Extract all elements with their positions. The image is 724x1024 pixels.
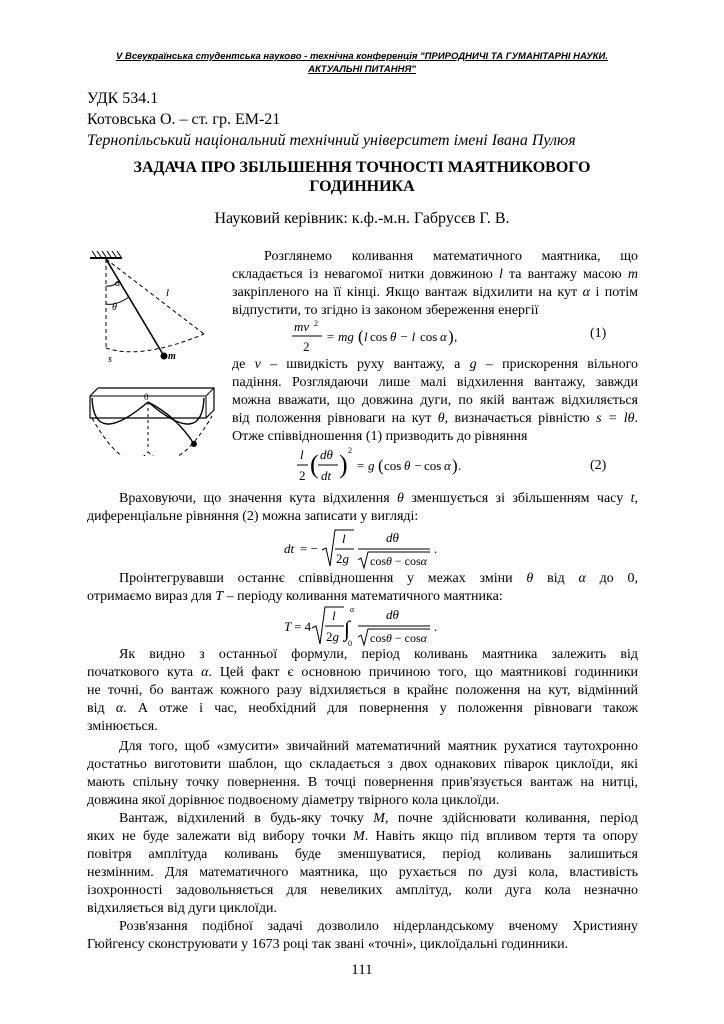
text-span: . Навіть якщо під впливом тертя та опору [364,829,638,844]
udc-code: УДК 534.1 [87,90,159,107]
symbol-M: M [373,811,385,826]
svg-text:): ) [448,327,454,346]
text-line [87,570,638,588]
text-span: , почне здійснювати коливання, період [384,811,639,826]
text-span: , визначається рівністю [444,411,590,426]
symbol-alpha: α [115,701,124,716]
equation-2 [296,444,486,488]
text-span: складається із невагомої нитки довжиною [232,267,493,282]
svg-text:cosθ − cosα: cosθ − cosα [370,631,427,645]
text-line [87,810,638,828]
text-span: Враховуючи, що значення кута відхилення [119,491,390,506]
text-line [232,356,638,374]
paragraph-integration [87,570,638,606]
header-line-1: V Всеукраїнська студентська науково - технічна конференція "ПРИРОДНИЧІ ТА ГУМАНІТАРНІ НАУКИ. [116,51,608,62]
text-line [232,248,638,266]
symbol-g: g [469,357,477,372]
svg-text:dθ: dθ [386,530,399,545]
text-span: початкового кута [87,665,194,680]
arc-label: s [108,354,112,365]
author-line: Котовська О. – ст. гр. ЕМ-21 [87,111,281,128]
equation-3 [282,528,462,570]
svg-text:.: . [458,458,462,473]
svg-text:2: 2 [299,468,306,483]
svg-text:(: ( [310,450,319,479]
svg-text:(: ( [358,327,364,346]
text-span: не точні, бо вантаж кожного разу відхиляється в крайнє положення на кут, відмінний [87,683,638,698]
title-line-2: ГОДИННИКА [309,178,415,195]
symbol-theta: θ [397,491,404,506]
svg-text:α: α [350,605,355,614]
paper-title [87,158,637,196]
text-line [87,664,638,682]
svg-text:= −: = − [300,541,318,556]
paragraph-isochronism [87,810,638,918]
text-span: Розглянемо коливання математичного маятника, що [264,249,638,264]
svg-text:(: ( [378,456,384,475]
svg-text:= mg: = mg [326,329,354,344]
text-line [232,266,638,284]
text-line [87,882,638,900]
text-line [232,374,638,392]
svg-text:= g: = g [356,458,375,473]
text-line [87,936,638,954]
text-span: Гюйгенсу сконструювати у 1673 році так звані «точні», циклоїдальні годинники. [87,937,569,952]
pendulum-figure [86,248,220,456]
svg-text:): ) [452,456,458,475]
svg-text:,: , [454,329,458,344]
paragraph-small-oscillations [232,356,638,446]
text-span: незмінним. Для математичного маятника, що рухається по дузі кола, властивість [87,865,638,880]
symbol-l: l [498,267,503,282]
svg-text:cos: cos [424,458,442,473]
svg-text:.: . [434,541,438,556]
text-span: . А отже і час, необхідний для повернення у положення рівноваги також [123,701,638,716]
text-line [87,900,638,918]
text-span: і потім [595,285,638,300]
equation-1-number: (1) [590,326,607,341]
svg-text:∫: ∫ [344,616,351,641]
svg-text:θ − l: θ − l [390,329,416,344]
text-span: та вантажу масою [509,267,622,282]
text-span: Розв'язання подібної задачі дозволило нідерландському вченому Християну [119,919,638,934]
svg-text:0: 0 [348,639,352,648]
text-span: де [232,357,246,372]
svg-text:θ −: θ − [404,458,423,473]
text-span: – періоду коливання математичного маятника: [226,589,503,604]
svg-text:l: l [300,447,304,462]
svg-text:l: l [364,329,368,344]
svg-text:dt: dt [321,468,332,483]
text-span: . Цей факт є основною причиною того, що маятникові годинники [208,665,639,680]
text-span: від положення рівноваги на кут [232,411,432,426]
svg-text:2g: 2g [336,551,349,566]
text-line [87,718,638,736]
svg-text:dθ: dθ [386,607,399,622]
text-line [87,846,638,864]
text-line [232,284,638,302]
text-line [87,738,638,756]
text-span: Як видно з останньої формули, період коливань маятника залежить від [119,647,638,662]
text-line [232,392,638,410]
conference-header [50,50,674,76]
svg-text:mv: mv [294,319,310,334]
text-span: яких не буде залежати від вибору точки [87,829,346,844]
paragraph-period-dependence [87,646,638,736]
svg-text:l: l [342,531,346,546]
text-line [87,508,638,526]
text-span: змінюється. [87,719,158,734]
symbol-v: v [254,357,261,372]
paragraph-intro [232,248,638,320]
text-span: достатньо виготовити шаблон, що складається з двох однакових піварок циклоїди, які [87,757,638,772]
text-span: довжина якої дорівнює подвоєному діаметру твірного кола циклоїди. [87,793,500,808]
text-span: закріпленого на її кінці. Якщо вантаж відхилити на кут [232,285,578,300]
text-span: падіння. Розглядаючи лише малі відхилення вантажу, завжди [232,375,638,390]
title-line-1: ЗАДАЧА ПРО ЗБІЛЬШЕННЯ ТОЧНОСТІ МАЯТНИКОВОГО [133,159,591,176]
text-line [87,792,638,810]
text-span: Отже співвідношення (1) призводить до рівняння [232,429,528,444]
svg-text:2: 2 [314,319,318,328]
text-span: відпустити, то згідно із законом збереження енергії [232,303,539,318]
page-number: 111 [351,962,373,978]
text-line [87,682,638,700]
svg-text:2g: 2g [326,629,339,644]
svg-text:cos: cos [370,329,388,344]
symbol-T: T [215,589,224,604]
svg-text:T: T [284,619,292,634]
text-span: ізохронності задовольняється для невеликих амплітуд, коли дуга кола незначно [87,883,638,898]
formula-s-l-theta: s = lθ [596,411,635,426]
svg-text:cosθ − cosα: cosθ − cosα [370,554,427,568]
origin-label: 0 [144,392,149,402]
text-span: зменшується зі збільшенням часу [411,491,624,506]
text-line [87,828,638,846]
svg-text:α: α [440,329,447,344]
length-label: l [166,287,170,299]
svg-text:dθ: dθ [320,447,333,462]
equation-4 [282,604,462,648]
text-span: можна вважати, що довжина дуги, по якій вантаж відхиляється [232,393,638,408]
text-span: отримаємо вираз для [87,589,212,604]
advisor-line: Науковий керівник: к.ф.-м.н. Габрусєв Г. В. [214,210,510,227]
text-span: повітря амплітуда коливань буде зменшуватися, період коливань залишиться [87,847,638,862]
text-line [87,774,638,792]
text-span: диференціальне рівняння (2) можна записати у вигляді: [87,509,419,524]
text-line: від положення рівноваги на кут θ, визначається рівністю s = lθ. [232,411,638,426]
text-line [87,918,638,936]
equation-2-number: (2) [590,458,607,473]
symbol-alpha: α [582,285,590,300]
svg-text:2: 2 [303,339,310,354]
svg-text:α: α [444,458,451,473]
svg-text:cos: cos [420,329,438,344]
text-span: – прискорення вільного [485,357,639,372]
text-span: до 0, [599,571,639,586]
theta-label: θ [112,302,117,313]
header-line-2: АКТУАЛЬНІ ПИТАННЯ" [308,64,416,75]
svg-text:dt: dt [284,541,295,556]
mass-label: m [168,351,176,362]
text-span: від [547,571,565,586]
paragraph-huygens [87,918,638,954]
symbol-t: t [630,491,635,506]
svg-text:.: . [434,619,438,634]
equation-1 [290,318,490,356]
text-span: Вантаж, відхилений в будь-яку точку [119,811,364,826]
symbol-theta: θ [526,571,534,586]
text-line: Враховуючи, що значення кута відхилення θ зменшується зі збільшенням часу t, [119,491,638,506]
text-line [87,646,638,664]
symbol-alpha: α [201,665,209,680]
paragraph-diff-eq [87,490,638,526]
symbol-m: m [627,267,639,282]
text-line [87,864,638,882]
symbol-M: M [353,829,365,844]
text-span: відхиляється від дуги циклоїди. [87,901,277,916]
text-span: від [87,701,105,716]
svg-text:cos: cos [384,458,402,473]
text-span: мають спільну точку повернення. В точці повернення прив'язується вантаж на нитці, [87,775,638,790]
paragraph-cycloid-template [87,738,638,810]
text-line [87,756,638,774]
text-span: Для того, щоб «змусити» звичайний математичний маятник рухатися таутохронно [119,739,638,754]
text-span: – швидкість руху вантажу, а [270,357,461,372]
text-line [87,700,638,718]
symbol-theta: θ [437,411,445,426]
svg-text:l: l [332,608,336,623]
alpha-label: α [115,278,121,289]
symbol-alpha: α [578,571,586,586]
text-span: Проінтегрувавши останнє співвідношення у межах зміни [119,571,513,586]
svg-text:): ) [339,450,348,479]
university-line: Тернопільський національний технічний університет імені Івана Пулюя [87,132,576,149]
svg-text:= 4: = 4 [294,619,312,634]
svg-text:2: 2 [348,446,352,455]
